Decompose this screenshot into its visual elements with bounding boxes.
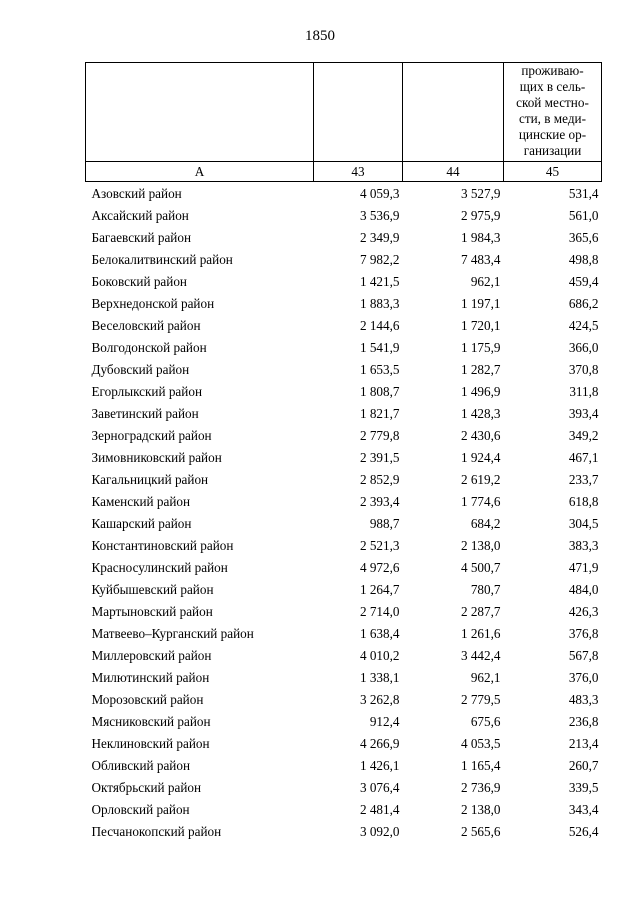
value-44-cell: 2 138,0 — [460, 802, 501, 817]
value-45-cell: 304,5 — [568, 516, 599, 531]
value-43-cell: 1 883,3 — [359, 296, 400, 311]
value-44-cell: 2 138,0 — [460, 538, 501, 553]
region-name-cell: Веселовский район — [91, 318, 201, 333]
value-44-cell: 1 261,6 — [460, 626, 501, 641]
region-name-cell: Кашарский район — [91, 516, 192, 531]
region-name-cell: Куйбышевский район — [91, 582, 214, 597]
region-name-cell: Обливский район — [91, 758, 191, 773]
table-row — [86, 535, 602, 557]
value-43-cell: 3 262,8 — [359, 692, 400, 707]
table-row — [86, 667, 602, 689]
value-44-cell: 4 053,5 — [460, 736, 501, 751]
page-number: 1850 — [305, 28, 335, 44]
table-row — [86, 623, 602, 645]
value-45-cell: 376,0 — [568, 670, 599, 685]
table-row — [86, 557, 602, 579]
region-name-cell: Красносулинский район — [91, 560, 228, 575]
value-44-cell: 2 287,7 — [460, 604, 501, 619]
value-45-cell: 383,3 — [568, 538, 599, 553]
value-45-cell: 236,8 — [568, 714, 599, 729]
value-45-cell: 343,4 — [568, 802, 599, 817]
value-43-cell: 1 541,9 — [359, 340, 400, 355]
column-number-43: 43 — [314, 162, 403, 182]
value-43-cell: 4 059,3 — [359, 186, 400, 201]
region-name-cell: Константиновский район — [91, 538, 234, 553]
value-45-cell: 498,8 — [568, 252, 599, 267]
table-row — [86, 447, 602, 469]
table-row — [86, 733, 602, 755]
table-row — [86, 249, 602, 271]
value-44-cell: 1 924,4 — [460, 450, 501, 465]
value-44-cell: 3 527,9 — [460, 186, 501, 201]
value-45-cell: 483,3 — [568, 692, 599, 707]
table-row — [86, 359, 602, 381]
region-name-cell: Егорлыкский район — [91, 384, 202, 399]
region-name-cell: Азовский район — [91, 186, 182, 201]
value-44-cell: 1 165,4 — [460, 758, 501, 773]
column-number-44: 44 — [403, 162, 504, 182]
value-43-cell: 912,4 — [369, 714, 400, 729]
value-43-cell: 4 010,2 — [359, 648, 400, 663]
value-44-cell: 684,2 — [470, 516, 501, 531]
region-name-cell: Неклиновский район — [91, 736, 210, 751]
value-44-cell: 2 565,6 — [460, 824, 501, 839]
table-body — [86, 63, 602, 844]
value-44-cell: 3 442,4 — [460, 648, 501, 663]
header-row — [86, 63, 602, 162]
value-45-cell: 618,8 — [568, 494, 599, 509]
value-45-cell: 561,0 — [568, 208, 599, 223]
value-45-cell: 484,0 — [568, 582, 599, 597]
region-name-cell: Матвеево–Курганский район — [91, 626, 254, 641]
value-44-cell: 1 774,6 — [460, 494, 501, 509]
value-43-cell: 2 481,4 — [359, 802, 400, 817]
region-name-cell: Милютинский район — [91, 670, 210, 685]
region-name-cell: Белокалитвинский район — [91, 252, 233, 267]
table-row — [86, 755, 602, 777]
header-text-45: проживаю- щих в сель- ской местно- сти, в меди- цинские ор- ганизации — [516, 63, 589, 158]
value-43-cell: 1 821,7 — [359, 406, 400, 421]
table-row — [86, 777, 602, 799]
value-44-cell: 2 779,5 — [460, 692, 501, 707]
table-row — [86, 205, 602, 227]
value-45-cell: 426,3 — [568, 604, 599, 619]
table-row — [86, 469, 602, 491]
table-row — [86, 182, 602, 206]
value-45-cell: 370,8 — [568, 362, 599, 377]
data-table — [85, 62, 602, 843]
value-43-cell: 2 391,5 — [359, 450, 400, 465]
value-45-cell: 260,7 — [568, 758, 599, 773]
region-name-cell: Верхнедонской район — [91, 296, 215, 311]
value-43-cell: 1 421,5 — [359, 274, 400, 289]
value-44-cell: 675,6 — [470, 714, 501, 729]
table-row — [86, 645, 602, 667]
region-name-cell: Зерноградский район — [91, 428, 212, 443]
column-number-row — [86, 162, 602, 182]
value-45-cell: 459,4 — [568, 274, 599, 289]
region-name-cell: Заветинский район — [91, 406, 199, 421]
value-45-cell: 311,8 — [569, 384, 599, 399]
header-cell-region — [86, 63, 314, 162]
header-cell-45 — [504, 63, 602, 162]
table-row — [86, 601, 602, 623]
column-number-45: 45 — [504, 162, 602, 182]
value-43-cell: 3 076,4 — [359, 780, 400, 795]
value-44-cell: 1 175,9 — [460, 340, 501, 355]
column-number-a: А — [86, 162, 314, 182]
value-45-cell: 339,5 — [568, 780, 599, 795]
region-name-cell: Багаевский район — [91, 230, 192, 245]
value-43-cell: 988,7 — [369, 516, 400, 531]
region-name-cell: Волгодонской район — [91, 340, 207, 355]
value-43-cell: 1 264,7 — [359, 582, 400, 597]
value-43-cell: 3 536,9 — [359, 208, 400, 223]
region-name-cell: Миллеровский район — [91, 648, 212, 663]
value-45-cell: 233,7 — [568, 472, 599, 487]
value-44-cell: 1 197,1 — [460, 296, 501, 311]
value-44-cell: 2 736,9 — [460, 780, 501, 795]
value-43-cell: 2 349,9 — [359, 230, 400, 245]
value-45-cell: 526,4 — [568, 824, 599, 839]
value-44-cell: 2 619,2 — [460, 472, 501, 487]
table-row — [86, 491, 602, 513]
value-44-cell: 4 500,7 — [460, 560, 501, 575]
value-45-cell: 424,5 — [568, 318, 599, 333]
value-43-cell: 7 982,2 — [359, 252, 400, 267]
value-43-cell: 2 521,3 — [359, 538, 400, 553]
value-45-cell: 366,0 — [568, 340, 599, 355]
region-name-cell: Кагальницкий район — [91, 472, 209, 487]
table-row — [86, 293, 602, 315]
region-name-cell: Октябрьский район — [91, 780, 202, 795]
value-44-cell: 962,1 — [470, 274, 501, 289]
value-45-cell: 393,4 — [568, 406, 599, 421]
header-cell-44 — [403, 63, 504, 162]
value-45-cell: 471,9 — [568, 560, 599, 575]
value-44-cell: 1 428,3 — [460, 406, 501, 421]
value-43-cell: 4 972,6 — [359, 560, 400, 575]
region-name-cell: Песчанокопский район — [91, 824, 222, 839]
value-44-cell: 1 282,7 — [460, 362, 501, 377]
value-44-cell: 780,7 — [470, 582, 501, 597]
value-43-cell: 2 779,8 — [359, 428, 400, 443]
value-43-cell: 2 144,6 — [359, 318, 400, 333]
value-45-cell: 531,4 — [568, 186, 599, 201]
table-row — [86, 381, 602, 403]
value-44-cell: 2 975,9 — [460, 208, 501, 223]
header-cell-43 — [314, 63, 403, 162]
value-44-cell: 1 720,1 — [460, 318, 501, 333]
table-row — [86, 425, 602, 447]
table-row — [86, 271, 602, 293]
table-row — [86, 227, 602, 249]
table-row — [86, 821, 602, 843]
table-row — [86, 315, 602, 337]
table-row — [86, 337, 602, 359]
table-row — [86, 799, 602, 821]
value-45-cell: 365,6 — [568, 230, 599, 245]
table-row — [86, 513, 602, 535]
value-44-cell: 7 483,4 — [460, 252, 501, 267]
region-name-cell: Аксайский район — [91, 208, 189, 223]
value-44-cell: 1 984,3 — [460, 230, 501, 245]
region-name-cell: Морозовский район — [91, 692, 204, 707]
region-name-cell: Дубовский район — [91, 362, 190, 377]
region-name-cell: Мясниковский район — [91, 714, 211, 729]
value-43-cell: 1 808,7 — [359, 384, 400, 399]
value-45-cell: 567,8 — [568, 648, 599, 663]
value-43-cell: 2 852,9 — [359, 472, 400, 487]
value-45-cell: 686,2 — [568, 296, 599, 311]
value-43-cell: 1 426,1 — [359, 758, 400, 773]
value-43-cell: 1 338,1 — [359, 670, 400, 685]
table-row — [86, 711, 602, 733]
value-45-cell: 376,8 — [568, 626, 599, 641]
region-name-cell: Каменский район — [91, 494, 191, 509]
value-43-cell: 2 393,4 — [359, 494, 400, 509]
value-44-cell: 2 430,6 — [460, 428, 501, 443]
value-43-cell: 2 714,0 — [359, 604, 400, 619]
value-44-cell: 1 496,9 — [460, 384, 501, 399]
value-45-cell: 349,2 — [568, 428, 599, 443]
region-name-cell: Орловский район — [91, 802, 190, 817]
value-43-cell: 1 638,4 — [359, 626, 400, 641]
table-row — [86, 403, 602, 425]
value-45-cell: 467,1 — [568, 450, 599, 465]
value-43-cell: 3 092,0 — [359, 824, 400, 839]
value-44-cell: 962,1 — [470, 670, 501, 685]
value-43-cell: 4 266,9 — [359, 736, 400, 751]
value-45-cell: 213,4 — [568, 736, 599, 751]
value-43-cell: 1 653,5 — [359, 362, 400, 377]
table-row — [86, 579, 602, 601]
region-name-cell: Мартыновский район — [91, 604, 213, 619]
region-name-cell: Боковский район — [91, 274, 187, 289]
table-row — [86, 689, 602, 711]
region-name-cell: Зимовниковский район — [91, 450, 222, 465]
